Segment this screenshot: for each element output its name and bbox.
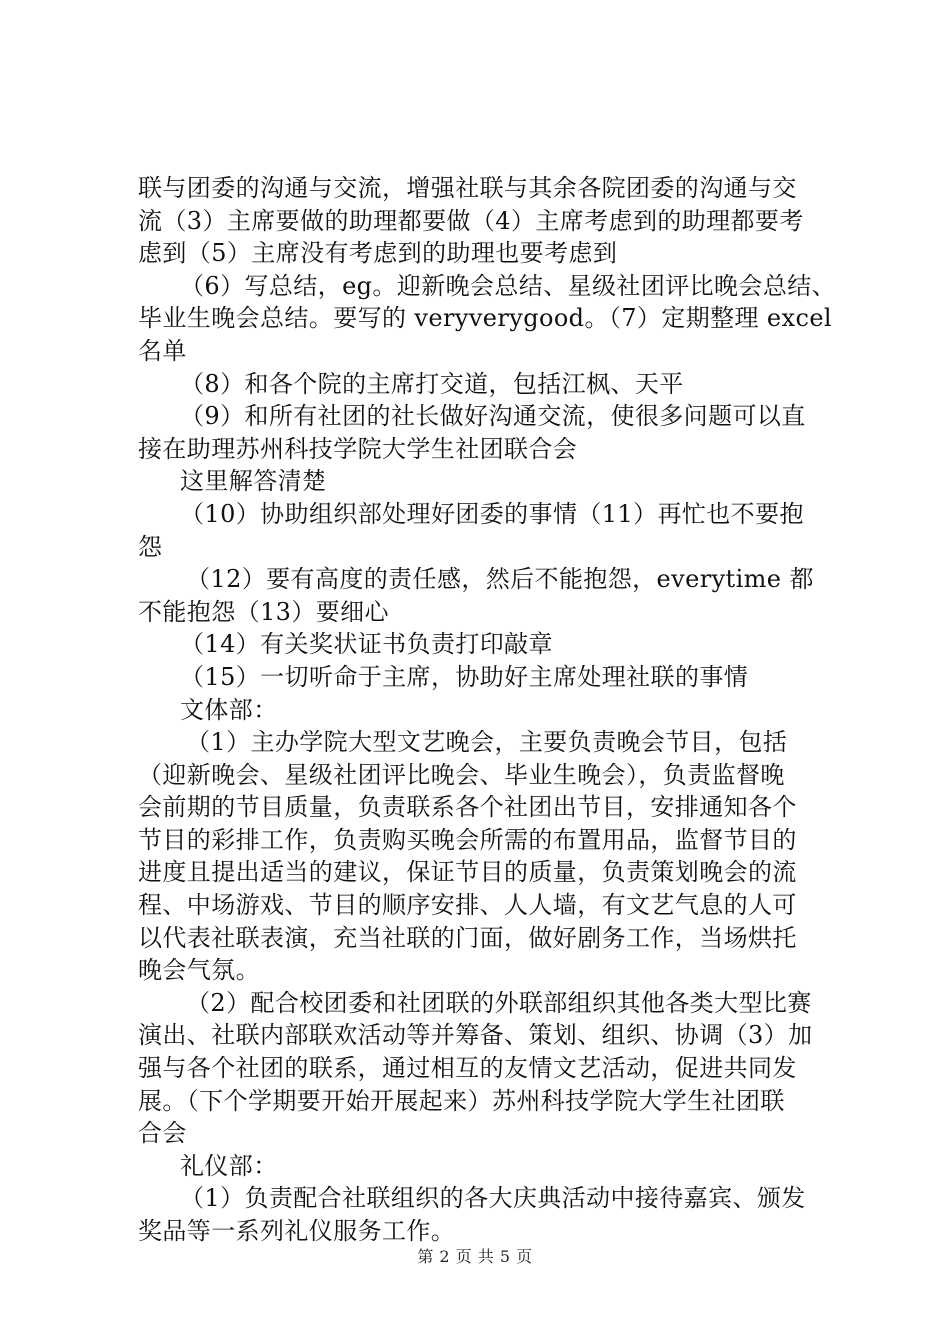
document-line: 晚会气氛。 xyxy=(138,956,260,985)
document-line: 合会 xyxy=(138,1119,187,1148)
document-line: （12）要有高度的责任感，然后不能抱怨，everytime 都 xyxy=(186,565,814,594)
document-line: （迎新晚会、星级社团评比晚会、毕业生晚会），负责监督晚 xyxy=(138,760,785,789)
document-line: （15）一切听命于主席，协助好主席处理社联的事情 xyxy=(180,662,749,691)
document-line: 怨 xyxy=(138,532,163,561)
document-line: 节目的彩排工作，负责购买晚会所需的布置用品，监督节目的 xyxy=(138,825,797,854)
document-line: 以代表社联表演，充当社联的门面，做好剧务工作，当场烘托 xyxy=(138,923,797,952)
document-line: （1）主办学院大型文艺晚会，主要负责晚会节目，包括 xyxy=(186,728,788,757)
document-body xyxy=(138,172,838,1248)
document-line: 进度且提出适当的建议，保证节目的质量，负责策划晚会的流 xyxy=(138,858,797,887)
document-line: 联与团委的沟通与交流，增强社联与其余各院团委的沟通与交 xyxy=(138,174,797,202)
document-line: 展。（下个学期要开始开展起来）苏州科技学院大学生社团联 xyxy=(138,1086,785,1115)
document-line: （8）和各个院的主席打交道，包括江枫、天平 xyxy=(180,369,684,398)
page-footer: 第 2 页 共 5 页 xyxy=(417,1247,533,1266)
document-line: 名单 xyxy=(138,336,187,365)
document-line: 程、中场游戏、节目的顺序安排、人人墙，有文艺气息的人可 xyxy=(138,891,797,920)
document-line: 会前期的节目质量，负责联系各个社团出节目，安排通知各个 xyxy=(138,793,797,822)
document-line: （2）配合校团委和社团联的外联部组织其他各类大型比赛 xyxy=(186,988,812,1017)
document-line: 毕业生晚会总结。要写的 veryverygood。（7）定期整理 excel xyxy=(138,304,832,333)
document-line: 强与各个社团的联系，通过相互的友情文艺活动，促进共同发 xyxy=(138,1054,797,1083)
document-line: 虑到（5）主席没有考虑到的助理也要考虑到 xyxy=(138,239,618,268)
document-line: 这里解答清楚 xyxy=(180,467,327,496)
document-line: （10）协助组织部处理好团委的事情（11）再忙也不要抱 xyxy=(180,499,804,528)
document-line: （1）负责配合社联组织的各大庆典活动中接待嘉宾、颁发 xyxy=(180,1184,806,1213)
document-line: （9）和所有社团的社长做好沟通交流，使很多问题可以直 xyxy=(180,402,806,431)
document-line: （6）写总结，eg。迎新晚会总结、星级社团评比晚会总结、 xyxy=(180,271,837,300)
document-line: 流（3）主席要做的助理都要做（4）主席考虑到的助理都要考 xyxy=(138,206,804,235)
document-line: 奖品等一系列礼仪服务工作。 xyxy=(138,1217,456,1245)
document-line: （14）有关奖状证书负责打印敲章 xyxy=(180,630,553,659)
document-line: 文体部： xyxy=(180,695,278,724)
document-line: 不能抱怨（13）要细心 xyxy=(138,597,389,626)
document-line: 接在助理苏州科技学院大学生社团联合会 xyxy=(138,434,578,463)
document-line: 演出、社联内部联欢活动等并筹备、策划、组织、协调（3）加 xyxy=(138,1021,813,1050)
document-line: 礼仪部： xyxy=(180,1151,278,1180)
